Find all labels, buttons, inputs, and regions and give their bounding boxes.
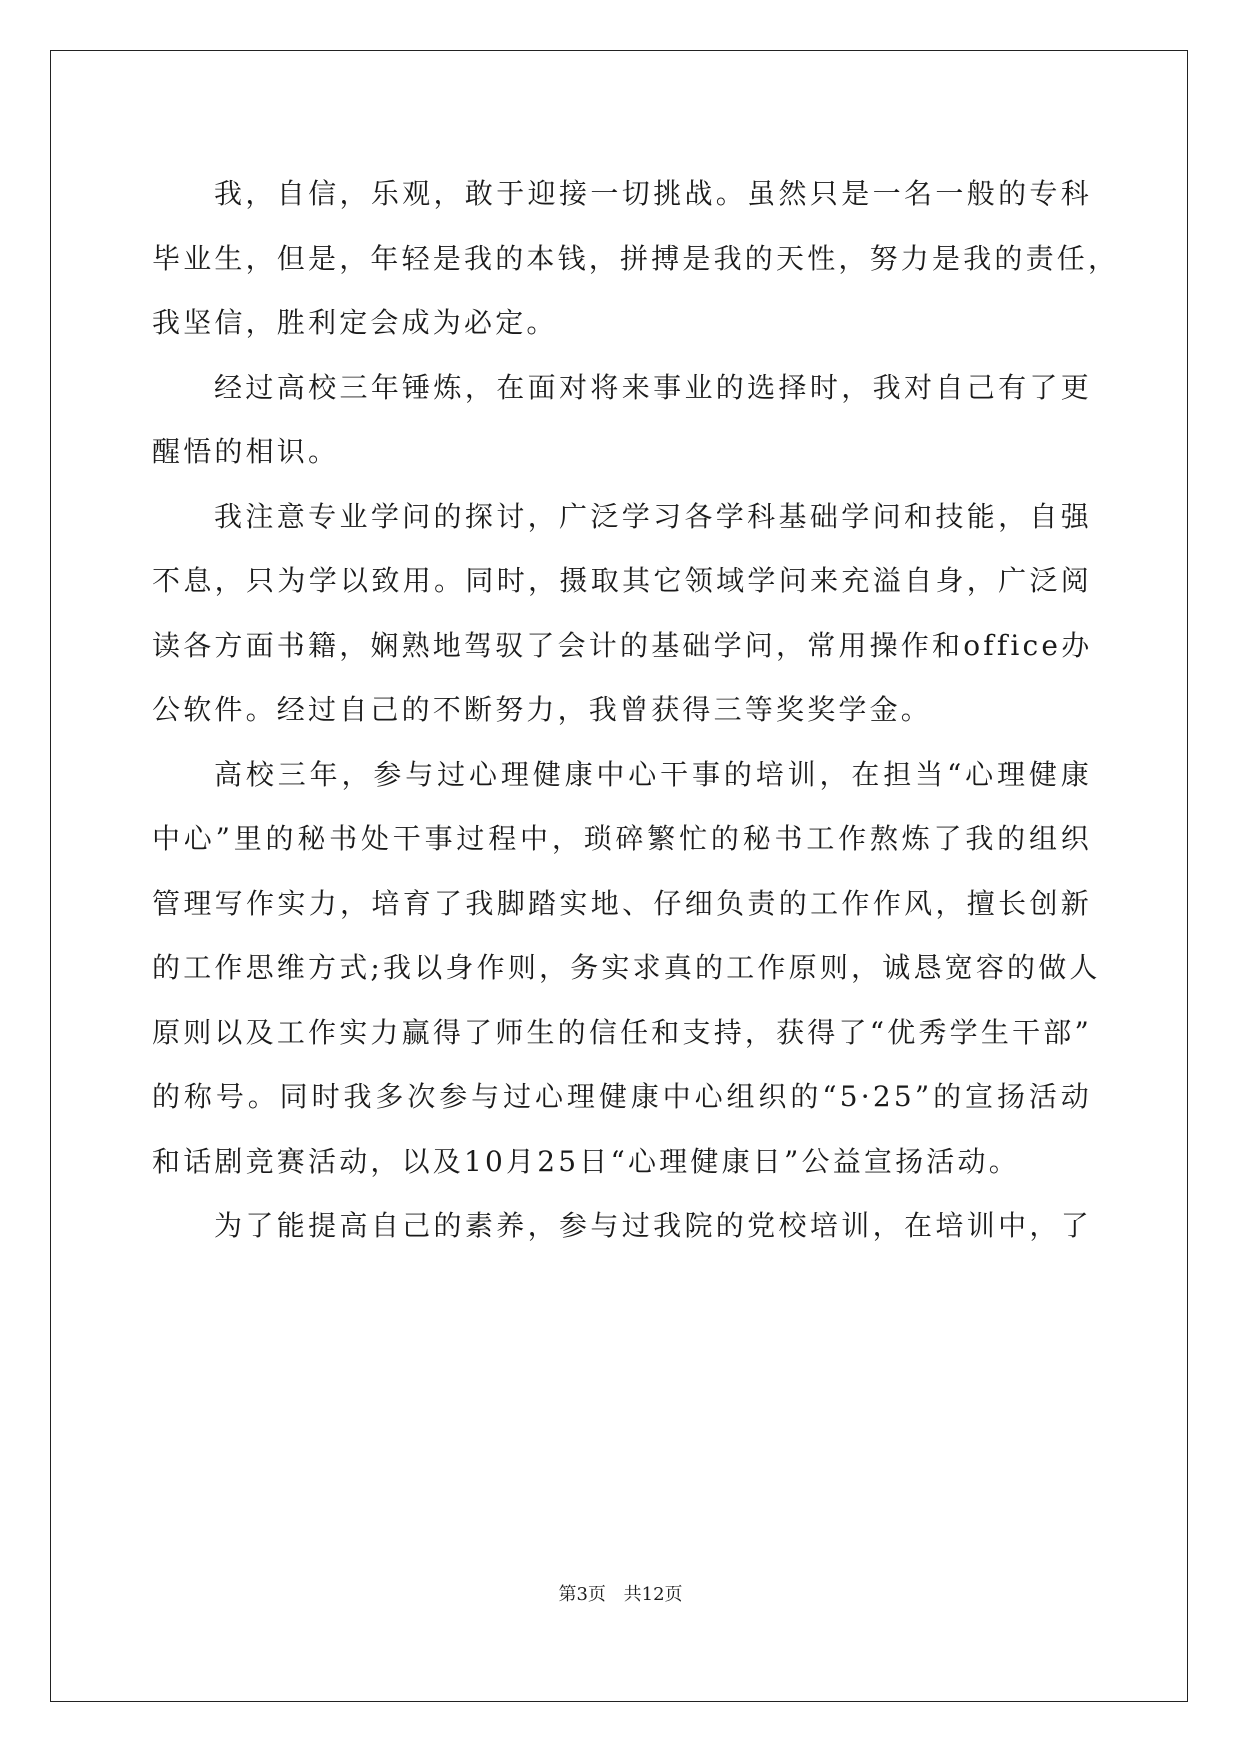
text-line: 的工作思维方式;我以身作则，务实求真的工作原则，诚恳宽容的做人: [152, 951, 1101, 984]
text-line: 管理写作实力，培育了我脚踏实地、仔细负责的工作作风，擅长创新: [152, 886, 1092, 920]
text-line: 和话剧竞赛活动，以及10月25日“心理健康日”公益宣扬活动。: [152, 1144, 1020, 1178]
text-line: 为了能提高自己的素养，参与过我院的党校培训，在培训中，了: [214, 1209, 1092, 1242]
text-line: 中心”里的秘书处干事过程中，琐碎繁忙的秘书工作熬炼了我的组织: [152, 822, 1092, 855]
text-line: 原则以及工作实力赢得了师生的信任和支持，获得了“优秀学生干部”: [152, 1015, 1092, 1049]
text-line: 醒悟的相识。: [152, 435, 340, 468]
text-line: 的称号。同时我多次参与过心理健康中心组织的“5·25”的宣扬活动: [152, 1080, 1092, 1113]
text-line: 高校三年，参与过心理健康中心干事的培训，在担当“心理健康: [214, 757, 1092, 791]
document-body: [152, 162, 1120, 1259]
page-total: 共12页: [623, 1584, 683, 1605]
text-line: 不息，只为学以致用。同时，摄取其它领域学问来充溢自身，广泛阅: [152, 564, 1092, 597]
text-line: 读各方面书籍，娴熟地驾驭了会计的基础学问，常用操作和office办: [152, 628, 1093, 662]
text-line: 我坚信，胜利定会成为必定。: [152, 306, 558, 339]
text-line: 公软件。经过自己的不断努力，我曾获得三等奖奖学金。: [152, 693, 933, 726]
page-footer: [0, 1580, 1241, 1606]
page-number: 第3页: [558, 1584, 606, 1605]
text-line: 我，自信，乐观，敢于迎接一切挑战。虽然只是一名一般的专科: [214, 177, 1092, 210]
text-line: 毕业生，但是，年轻是我的本钱，拼搏是我的天性，努力是我的责任，: [152, 241, 1120, 275]
text-line: 经过高校三年锤炼，在面对将来事业的选择时，我对自己有了更: [214, 370, 1092, 404]
text-line: 我注意专业学问的探讨，广泛学习各学科基础学问和技能，自强: [214, 499, 1092, 533]
